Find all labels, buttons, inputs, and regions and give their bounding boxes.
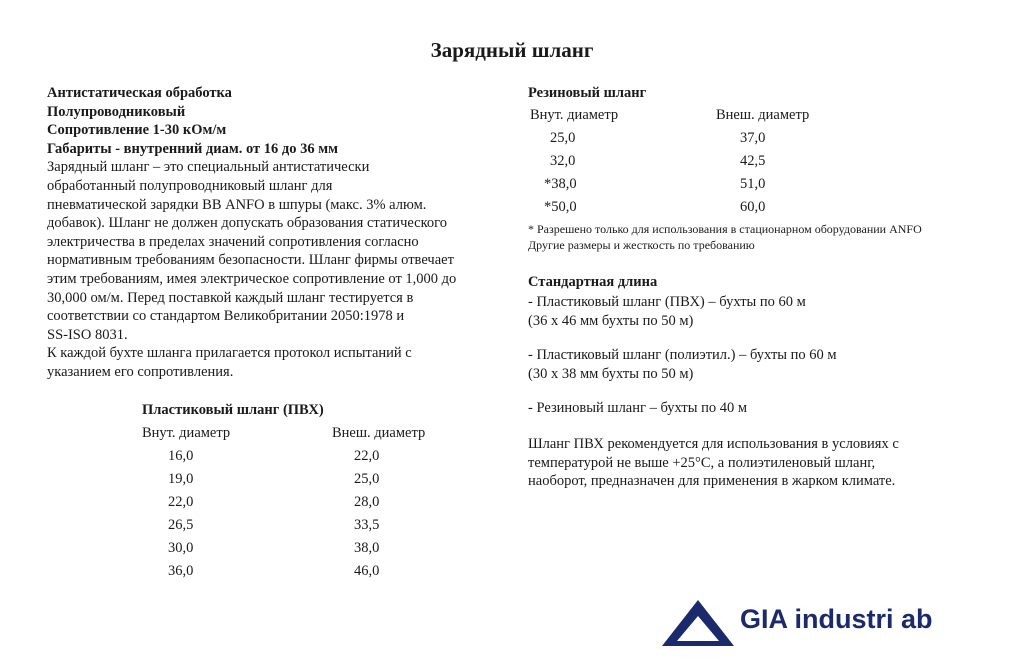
description-line: К каждой бухте шланга прилагается протокол испытаний с (47, 345, 412, 362)
description-line: электричества в пределах значений сопротивления согласно (47, 233, 419, 250)
rubber-table-header (528, 104, 998, 127)
description-line: указанием его сопротивления. (47, 363, 234, 380)
logo-text: GIA industri ab (740, 604, 933, 634)
length-item (528, 346, 998, 383)
outer-diameter-cell: 60,0 (740, 199, 766, 215)
inner-diameter-cell: 32,0 (550, 153, 576, 169)
footnote: * Разрешено только для использования в стационарном оборудовании ANFO (528, 222, 922, 236)
description-line: обработанный полупроводниковый шланг для (47, 177, 333, 194)
length-line: - Пластиковый шланг (полиэтил.) – бухты по 60 м (528, 347, 837, 364)
outer-diameter-cell: 38,0 (354, 539, 380, 556)
inner-diameter-cell: 19,0 (168, 470, 194, 487)
table-row (142, 514, 507, 537)
description-line: пневматической зарядки ВВ ANFO в шпуры (макс. 3% алюм. (47, 196, 427, 213)
spec-heading (47, 84, 507, 158)
inner-diameter-cell: 36,0 (168, 562, 194, 579)
spec-line: Антистатическая обработка (47, 85, 232, 101)
outer-diameter-cell: 33,5 (354, 516, 380, 533)
inner-diameter-cell: *38,0 (544, 176, 577, 192)
table-row (528, 150, 998, 173)
inner-diameter-cell: 26,5 (168, 516, 194, 533)
table-row (142, 468, 507, 491)
table-row (142, 491, 507, 514)
gia-triangle-icon (660, 596, 736, 648)
outer-diameter-cell: 42,5 (740, 153, 766, 169)
spec-line: Полупроводниковый (47, 103, 186, 120)
outer-diameter-cell: 28,0 (354, 493, 380, 510)
climate-line: Шланг ПВХ рекомендуется для использования в условиях с (528, 435, 899, 452)
table-row (528, 196, 998, 219)
inner-diameter-cell: 25,0 (550, 130, 576, 146)
description-line: SS-ISO 8031. (47, 326, 128, 343)
inner-diameter-cell: 16,0 (168, 447, 194, 464)
outer-diameter-cell: 25,0 (354, 470, 380, 487)
outer-diameter-cell: 37,0 (740, 130, 766, 146)
col-inner-diameter: Внут. диаметр (142, 424, 231, 441)
pvc-table-title: Пластиковый шланг (ПВХ) (142, 401, 324, 418)
climate-note (528, 435, 998, 491)
table-row (142, 560, 507, 583)
page-title: Зарядный шланг (430, 38, 594, 62)
spec-line: Сопротивление 1-30 кОм/м (47, 122, 227, 139)
length-item (528, 399, 998, 418)
description-line: добавок). Шланг не должен допускать образования статического (47, 215, 448, 232)
standard-length-section (528, 271, 998, 418)
description-line: соответствии со стандартом Великобритании 2050:1978 и (47, 308, 405, 325)
length-line: - Резиновый шланг – бухты по 40 м (528, 400, 748, 417)
table-notes (528, 221, 998, 253)
rubber-table-title: Резиновый шланг (528, 85, 647, 101)
table-row (528, 127, 998, 150)
pvc-table-header (142, 422, 507, 445)
description-line: нормативным требованиям безопасности. Шланг фирмы отвечает (47, 252, 454, 269)
description-line: 30,000 ом/м. Перед поставкой каждый шланг тестируется в (47, 289, 414, 306)
footnote: Другие размеры и жесткость по требованию (528, 238, 755, 252)
description-line: этим требованиям, имея электрическое сопротивление от 1,000 до (47, 270, 457, 287)
table-row (142, 537, 507, 560)
left-column (47, 84, 507, 583)
inner-diameter-cell: 30,0 (168, 539, 194, 556)
climate-line: температурой не выше +25°С, а полиэтиленовый шланг, (528, 454, 876, 471)
length-line: - Пластиковый шланг (ПВХ) – бухты по 60 м (528, 294, 806, 310)
inner-diameter-cell: *50,0 (544, 199, 577, 215)
col-outer-diameter: Внеш. диаметр (332, 424, 426, 441)
length-line: (30 х 38 мм бухты по 50 м) (528, 365, 694, 382)
col-outer-diameter: Внеш. диаметр (716, 107, 810, 123)
standard-length-title: Стандартная длина (528, 274, 658, 290)
description-line: Зарядный шланг – это специальный антистатически (47, 159, 370, 176)
description-text (47, 158, 507, 381)
spec-line: Габариты - внутренний диам. от 16 до 36 мм (47, 140, 339, 157)
climate-line: наоборот, предназначен для применения в жарком климате. (528, 473, 896, 490)
outer-diameter-cell: 22,0 (354, 447, 380, 464)
table-row (142, 445, 507, 468)
length-line: (36 х 46 мм бухты по 50 м) (528, 312, 694, 329)
length-item (528, 293, 998, 330)
rubber-hose-table (528, 84, 998, 219)
inner-diameter-cell: 22,0 (168, 493, 194, 510)
company-logo (660, 596, 960, 648)
outer-diameter-cell: 51,0 (740, 176, 766, 192)
col-inner-diameter: Внут. диаметр (530, 107, 619, 123)
right-column (528, 84, 998, 491)
outer-diameter-cell: 46,0 (354, 562, 380, 579)
pvc-hose-table (47, 399, 507, 583)
table-row (528, 173, 998, 196)
